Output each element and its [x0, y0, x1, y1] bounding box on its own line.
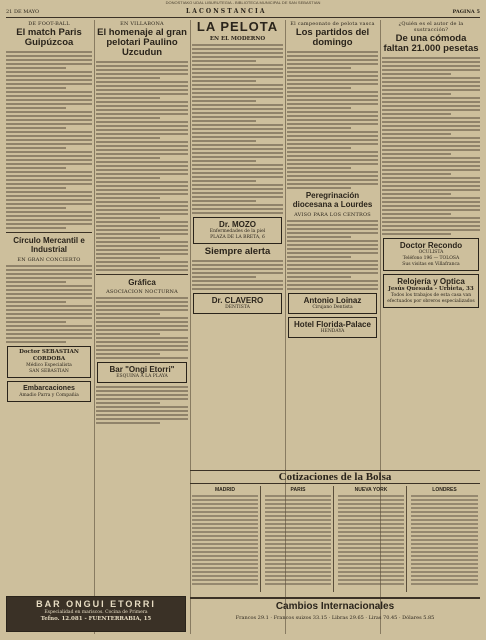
kicker: EN VILLABONA [120, 21, 164, 27]
section-sub: EN GRAN CONCIERTO [17, 257, 81, 263]
article-body [287, 220, 378, 290]
column-3 [192, 20, 283, 480]
kicker: DE FOOT-BALL [28, 21, 70, 27]
ad-title: Hotel Florida-Palace [294, 320, 371, 329]
ad-doctor-mozo [193, 217, 282, 244]
headline: LA PELOTA [196, 20, 279, 34]
ad-line: Todos los trabajos de esta casa van efectuados por obreros especializados [387, 293, 475, 304]
ad-title: Doctor Recondo [399, 241, 463, 250]
bolsa-title: Cotizaciones de la Bolsa [190, 470, 480, 484]
ad-recondo [383, 238, 479, 271]
ad-relojeria [383, 274, 479, 308]
ad-line: Teléfono 196 — TOLOSA [402, 256, 460, 261]
section-title: Siempre alerta [204, 246, 271, 257]
column-5 [382, 20, 480, 480]
article-body [382, 57, 480, 235]
article-body [96, 297, 188, 359]
ad-title: Antonio Loinaz [303, 296, 362, 305]
ad-line: Jesús Quesada - Urbieta, 33 [388, 286, 474, 292]
cambios-line: Francos 29.1 · Francos suizos 33.15 · Libras 29.65 · Liras 70.45 · Dólares 5.85 [235, 615, 435, 621]
section-sub: AVISO PARA LOS CENTROS [294, 212, 371, 218]
masthead-page: PAGINA 5 [452, 9, 480, 15]
bolsa-column [409, 486, 480, 592]
ad-line: PLAZA DE LA BRETA, 6 [210, 235, 265, 240]
bolsa-column [190, 486, 261, 592]
section-title: Círculo Mercantil e Industrial [13, 236, 85, 254]
section-title: Peregrinación diocesana a Lourdes [292, 191, 373, 209]
section-sub: ASOCIACION NOCTURNA [106, 289, 178, 295]
ad-title: Relojería y Optica [397, 277, 465, 286]
article-body [287, 51, 378, 189]
subheadline: EN EL MODERNO [209, 36, 266, 42]
cambios-title: Cambios Internacionales [190, 597, 480, 613]
ad-line: Médico Especialista [26, 363, 72, 368]
bolsa-column-header: MADRID [215, 487, 235, 493]
bolsa-column-header: LONDRES [432, 487, 457, 493]
ad-title: Doctor SEBASTIAN CORDOBA [19, 349, 79, 362]
ad-line: Amadio Parra y Compañia [19, 393, 79, 398]
ad-ongui-etorri [6, 596, 186, 632]
ad-line: Sus visitas en Villafranca [402, 262, 460, 267]
ad-loinaz [288, 293, 377, 314]
headline: De una cómoda faltan 21.000 pesetas [383, 33, 479, 54]
column-4 [287, 20, 378, 480]
ad-line: Especialidad en mariscos. Cocina de Primera [44, 610, 148, 615]
headline: El match Paris Guipúzcoa [16, 27, 82, 48]
article-body [192, 260, 283, 290]
kicker: ¿Quién es el autor de la sustracción? [398, 21, 464, 33]
kicker: El campeonato de pelota vasca [290, 21, 375, 27]
ad-title: BAR ONGUI ETORRI [36, 599, 156, 609]
ad-line: OCULISTA [418, 250, 444, 255]
headline: Los partidos del domingo [295, 27, 370, 48]
bolsa-column-header: PARIS [290, 487, 306, 493]
bolsa-column-header: NUEVA YORK [354, 487, 388, 493]
bolsa-table [190, 486, 480, 592]
ad-title: Embarcaciones [23, 385, 75, 392]
ad-line: Tefno. 12.081 - FUENTERRABIA, 15 [40, 616, 152, 622]
ad-title: Bar "Ongi Etorri" [109, 365, 175, 374]
ad-line: Cirujano Dentista [312, 305, 353, 310]
ad-title: Dr. CLAVERO [211, 296, 264, 305]
ad-clavero [193, 293, 282, 314]
article-body [6, 51, 92, 229]
bolsa-column [263, 486, 334, 592]
article-body [96, 386, 188, 424]
ad-bar [97, 362, 187, 383]
ad-hotel [288, 317, 377, 338]
masthead [6, 7, 480, 18]
ad-line: DENTISTA [225, 305, 250, 310]
archive-note: DONOSTIAKO UDAL LIBURUTEGIA - BIBLIOTECA MUNICIPAL DE SAN SEBASTIAN [165, 0, 321, 5]
cambios-section [190, 597, 480, 633]
column-2 [96, 20, 188, 634]
bolsa-column [336, 486, 407, 592]
headline: El homenaje al gran pelotari Paulino Uzcudun [97, 27, 187, 58]
ad-line: Enfermedades de la piel [209, 229, 266, 234]
ad-title: Dr. MOZO [219, 220, 256, 229]
article-body [6, 265, 92, 343]
article-body [96, 61, 188, 271]
article-body [192, 44, 283, 214]
ad-embarcaciones [7, 381, 91, 402]
ad-doctor [7, 346, 91, 378]
section-title: Gráfica [128, 278, 156, 287]
column-1 [6, 20, 92, 634]
ad-line: HENDAYA [320, 329, 345, 334]
masthead-title: L A C O N S T A N C I A [186, 8, 265, 15]
ad-line: ESQUINA A LA PLAYA [116, 374, 168, 379]
masthead-date: 21 DE MAYO [6, 9, 40, 15]
ad-line: SAN SEBASTIAN [29, 369, 69, 374]
